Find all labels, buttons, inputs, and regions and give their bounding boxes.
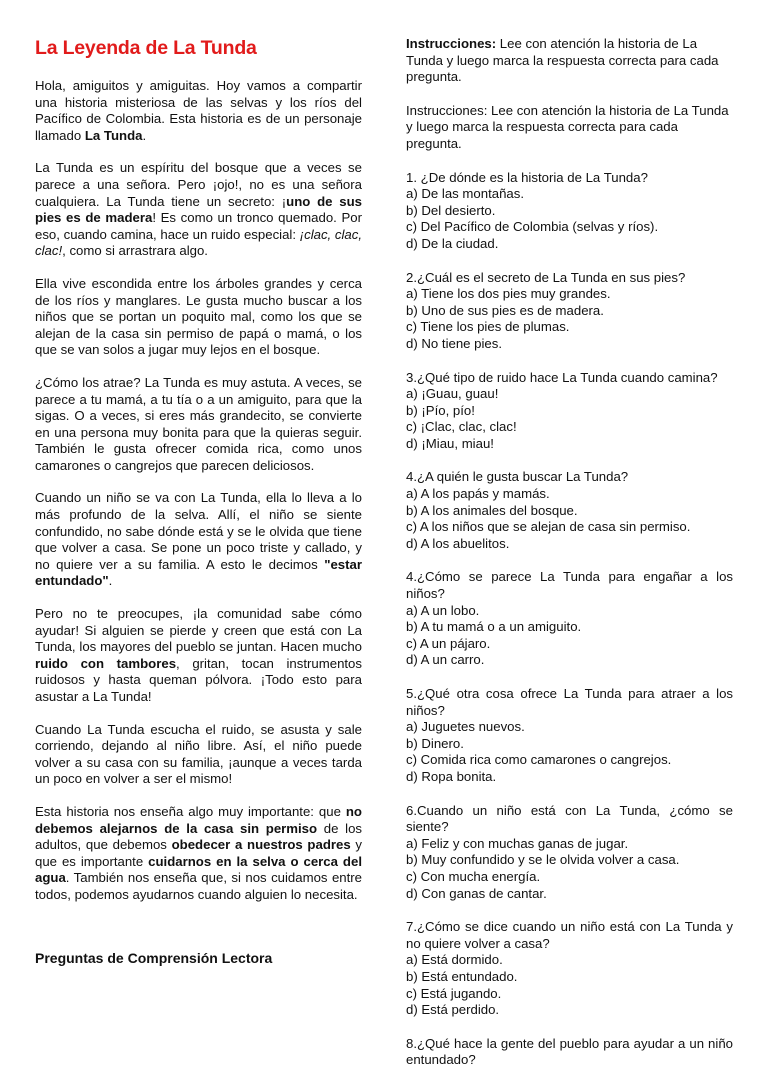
answer-option: a) A un lobo. <box>406 602 480 618</box>
question-item <box>406 569 733 669</box>
question-text: 4.¿A quién le gusta buscar La Tunda? <box>406 469 629 485</box>
text-run: y que es importante <box>35 837 363 869</box>
question-item <box>406 1036 733 1069</box>
text-run: Cuando La Tunda escucha el ruido, se asusta y sale corriendo, dejando al niño libre. Así, el niño puede volver a su casa con su familia, ¡aunque a veces tarda un poco en volver a ser el mismo! <box>35 721 362 787</box>
text-run: La Tunda es un espíritu del bosque que a veces se parece a una señora. Pero ¡ojo!, no es una señora cualquiera. La Tunda tiene un secreto: ¡ <box>35 160 362 209</box>
question-text: 7.¿Cómo se dice cuando un niño está con La Tunda y no quiere volver a casa? <box>406 919 733 951</box>
bold-text: obedecer a nuestros padres <box>171 837 351 853</box>
story-paragraph <box>35 490 362 590</box>
answer-option: c) A los niños que se alejan de casa sin permiso. <box>406 519 691 535</box>
answer-option: a) Juguetes nuevos. <box>406 719 525 735</box>
story-column <box>35 36 362 966</box>
answer-option: d) De la ciudad. <box>406 235 499 251</box>
text-run: ! Es como un tronco quemado. Por eso, cuando camina, hace un ruido especial: <box>35 210 362 242</box>
question-item <box>406 270 733 353</box>
question-text: 1. ¿De dónde es la historia de La Tunda? <box>406 169 648 185</box>
answer-option: b) Dinero. <box>406 735 464 751</box>
question-text: 2.¿Cuál es el secreto de La Tunda en sus pies? <box>406 269 686 285</box>
answer-option: d) Ropa bonita. <box>406 768 497 784</box>
answer-option: c) Con mucha energía. <box>406 868 541 884</box>
question-text: 3.¿Qué tipo de ruido hace La Tunda cuando camina? <box>406 369 718 385</box>
text-run: , gritan, tocan instrumentos ruidosos y hasta queman pólvora. ¡Todo esto para asustar a La Tunda! <box>35 655 362 704</box>
answer-option: d) Con ganas de cantar. <box>406 885 547 901</box>
answer-option: b) A los animales del bosque. <box>406 502 578 518</box>
question-item <box>406 803 733 903</box>
bold-text: La Tunda <box>84 127 143 143</box>
bold-text: ruido con tambores <box>35 655 177 671</box>
text-run: . <box>108 573 113 589</box>
answer-option: a) Tiene los dos pies muy grandes. <box>406 286 611 302</box>
answer-option: c) Está jugando. <box>406 985 502 1001</box>
answer-option: c) A un pájaro. <box>406 635 491 651</box>
answer-option: a) Está dormido. <box>406 952 503 968</box>
bold-text: uno de sus pies es de madera <box>35 193 362 226</box>
question-item <box>406 919 733 1019</box>
answer-option: d) ¡Miau, miau! <box>406 435 494 451</box>
text-run: Cuando un niño se va con La Tunda, ella lo lleva a lo más profundo de la selva. Allí, el niño se siente confundido, no sabe dónde está y se le olvida que tiene que volver a casa. Se pone un poco triste y callado, y no quiere ver a su familia. A esto le decimos <box>35 490 362 572</box>
answer-option: b) Está entundado. <box>406 968 518 984</box>
answer-option: c) Del Pacífico de Colombia (selvas y ríos). <box>406 219 659 235</box>
answer-option: c) Comida rica como camarones o cangrejos. <box>406 752 672 768</box>
text-run: Esta historia nos enseña algo muy importante: que <box>35 803 346 819</box>
answer-option: c) Tiene los pies de plumas. <box>406 319 570 335</box>
story-title: La Leyenda de La Tunda <box>35 37 257 59</box>
text-run: . También nos enseña que, si nos cuidamos entre todos, podemos ayudarnos cuando alguien lo necesita. <box>35 870 362 902</box>
text-run: Ella vive escondida entre los árboles grandes y cerca de los ríos y manglares. Le gusta mucho buscar a los niños que se portan un poquito mal, como los que se alejan de la casa sin permiso de papá o mamá, o los que se van solos a jugar muy lejos en el bosque. <box>35 275 362 358</box>
story-paragraph <box>35 722 362 788</box>
answer-option: b) Del desierto. <box>406 202 496 218</box>
text-run: , como si arrastrara algo. <box>62 243 208 259</box>
italic-text: ¡clac, clac, clac! <box>35 226 362 259</box>
question-item <box>406 370 733 453</box>
answer-option: b) A tu mamá o a un amiguito. <box>406 619 582 635</box>
section-heading: Preguntas de Comprensión Lectora <box>35 949 273 966</box>
instructions-label: Instrucciones: <box>406 36 497 51</box>
question-text: 5.¿Qué otra cosa ofrece La Tunda para atraer a los niños? <box>406 686 733 718</box>
answer-option: d) No tiene pies. <box>406 335 503 351</box>
story-paragraph <box>35 78 362 144</box>
answer-option: b) ¡Pío, pío! <box>406 402 475 418</box>
questions-column <box>406 36 733 1086</box>
answer-option: b) Muy confundido y se le olvida volver a casa. <box>406 852 680 868</box>
answer-option: a) ¡Guau, guau! <box>406 386 499 402</box>
question-item <box>406 686 733 786</box>
text-run: de los adultos, que debemos <box>35 820 362 853</box>
question-item <box>406 469 733 552</box>
instructions-plain: Instrucciones: Lee con atención la historia de La Tunda y luego marca la respuesta correcta para cada pregunta. <box>406 102 729 151</box>
text-run: Pero no te preocupes, ¡la comunidad sabe cómo ayudar! Si alguien se pierde y creen que está con La Tunda, los mayores del pueblo se juntan. Hacen mucho <box>35 606 362 655</box>
question-item <box>406 170 733 253</box>
answer-option: c) ¡Clac, clac, clac! <box>406 419 517 435</box>
answer-option: a) A los papás y mamás. <box>406 486 550 502</box>
story-paragraph <box>35 606 362 706</box>
answer-option: a) Feliz y con muchas ganas de jugar. <box>406 835 629 851</box>
answer-option: d) A un carro. <box>406 652 485 668</box>
story-paragraph <box>35 804 362 904</box>
instructions-text: Lee con atención la historia de La Tunda y luego marca la respuesta correcta para cada pregunta. <box>406 36 719 85</box>
story-paragraph <box>35 276 362 359</box>
text-run: . <box>142 127 147 143</box>
bold-text: "estar entundado" <box>35 556 362 589</box>
bold-text: no debemos alejarnos de la casa sin permiso <box>35 803 362 836</box>
answer-option: b) Uno de sus pies es de madera. <box>406 302 604 318</box>
bold-text: cuidarnos en la selva o cerca del agua <box>35 853 362 886</box>
story-body <box>35 78 362 904</box>
question-text: 4.¿Cómo se parece La Tunda para engañar a los niños? <box>406 569 733 602</box>
instructions-bold <box>406 36 733 86</box>
text-run: Hola, amiguitos y amiguitas. Hoy vamos a compartir una historia misteriosa de las selvas y los ríos del Pacífico de Colombia. Esta historia es de un personaje llamado <box>35 78 362 143</box>
question-list <box>406 170 733 1069</box>
question-text: 6.Cuando un niño está con La Tunda, ¿cómo se siente? <box>406 802 733 835</box>
answer-option: d) A los abuelitos. <box>406 535 510 551</box>
answer-option: a) De las montañas. <box>406 186 525 202</box>
text-run: ¿Cómo los atrae? La Tunda es muy astuta. A veces, se parece a tu mamá, a tu tía o a un amiguito, para que la sigas. O a veces, si eres más grandecito, se convierte en una persona muy bonita para que la quieras seguir. También le gusta ofrecer comida rica, como unos camarones o cangrejos que parecen deliciosos. <box>35 374 362 473</box>
question-text: 8.¿Qué hace la gente del pueblo para ayudar a un niño entundado? <box>406 1035 733 1068</box>
story-paragraph <box>35 375 362 475</box>
answer-option: d) Está perdido. <box>406 1002 500 1018</box>
story-paragraph <box>35 160 362 260</box>
